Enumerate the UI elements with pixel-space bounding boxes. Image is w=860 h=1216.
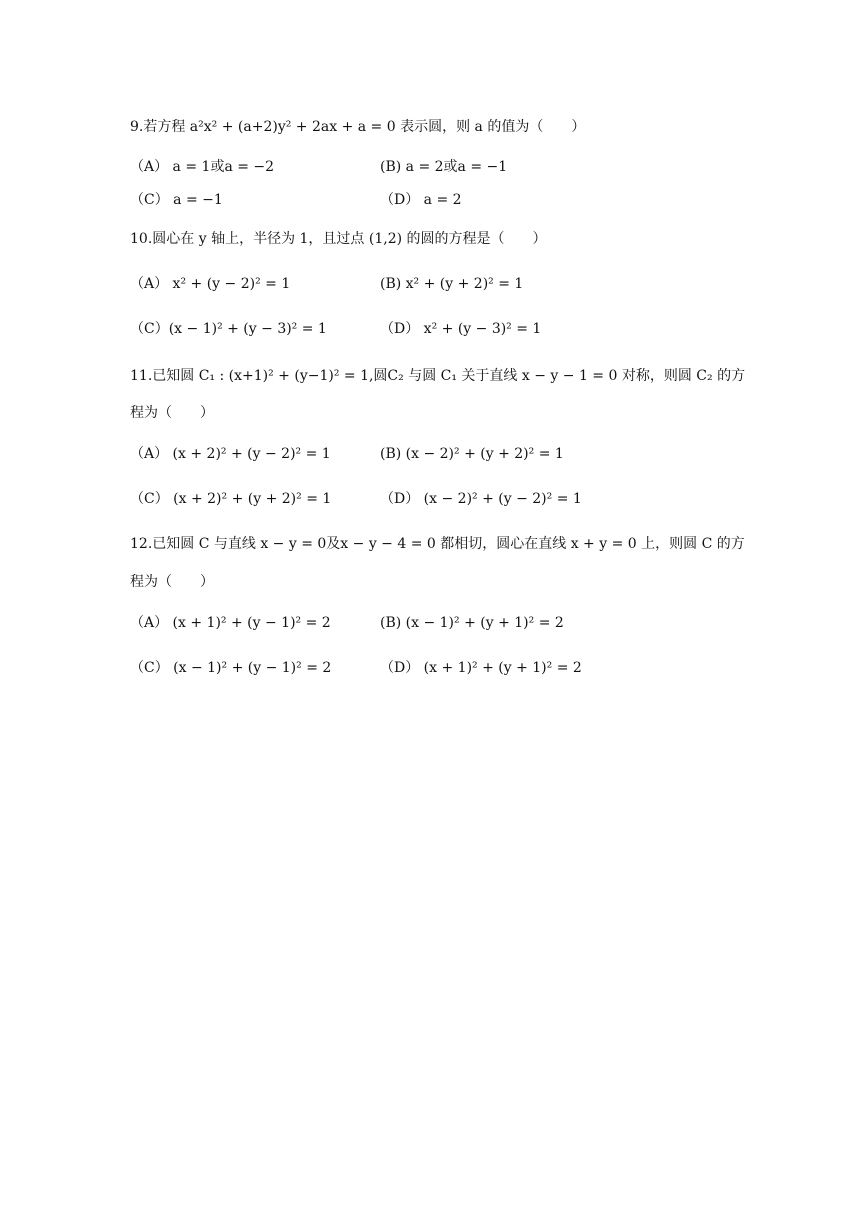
question-12-stem-line-2: 程为（ ） (130, 574, 214, 590)
question-9-option-d: （D） a = 2 (380, 192, 462, 208)
question-11-stem-line-2: 程为（ ） (130, 405, 214, 421)
question-9-options-row-1 (130, 156, 750, 178)
question-9-option-c: （C） a = −1 (130, 192, 223, 208)
question-10-options-row-2 (130, 318, 750, 340)
question-9-options-row-2 (130, 189, 750, 211)
question-10-option-c: （C）(x − 1)² + (y − 3)² = 1 (130, 321, 327, 337)
question-11-option-b: (B) (x − 2)² + (y + 2)² = 1 (380, 446, 564, 462)
question-12-options-row-2 (130, 657, 750, 679)
question-11-options-row-1 (130, 443, 750, 465)
question-11-options-row-2 (130, 488, 750, 510)
question-10-option-d: （D） x² + (y − 3)² = 1 (380, 321, 542, 337)
question-10-option-b: (B) x² + (y + 2)² = 1 (380, 276, 524, 292)
question-10-stem: 10.圆心在 y 轴上，半径为 1，且过点 (1,2) 的圆的方程是（ ） (130, 231, 547, 247)
question-12-option-c: （C） (x − 1)² + (y − 1)² = 2 (130, 660, 332, 676)
question-11-stem-line-1: 11.已知圆 C₁ : (x+1)² + (y−1)² = 1,圆C₂ 与圆 C₁ 关于直线 x − y − 1 = 0 对称，则圆 C₂ 的方 (130, 368, 746, 384)
question-11-option-d: （D） (x − 2)² + (y − 2)² = 1 (380, 491, 582, 507)
question-12-option-b: (B) (x − 1)² + (y + 1)² = 2 (380, 615, 564, 631)
question-9-stem: 9.若方程 a²x² + (a+2)y² + 2ax + a = 0 表示圆，则 a 的值为（ ） (130, 119, 586, 135)
question-9-option-b: (B) a = 2或a = −1 (380, 159, 508, 175)
question-12-stem-line-1: 12.已知圆 C 与直线 x − y = 0及x − y − 4 = 0 都相切，圆心在直线 x + y = 0 上，则圆 C 的方 (130, 536, 745, 552)
question-10-options-row-1 (130, 273, 750, 295)
question-12-options-row-1 (130, 612, 750, 634)
question-11-option-a: （A） (x + 2)² + (y − 2)² = 1 (130, 446, 331, 462)
question-12-option-d: （D） (x + 1)² + (y + 1)² = 2 (380, 660, 582, 676)
question-12-option-a: （A） (x + 1)² + (y − 1)² = 2 (130, 615, 331, 631)
question-11-option-c: （C） (x + 2)² + (y + 2)² = 1 (130, 491, 332, 507)
question-9-option-a: （A） a = 1或a = −2 (130, 159, 275, 175)
question-10-option-a: （A） x² + (y − 2)² = 1 (130, 276, 291, 292)
